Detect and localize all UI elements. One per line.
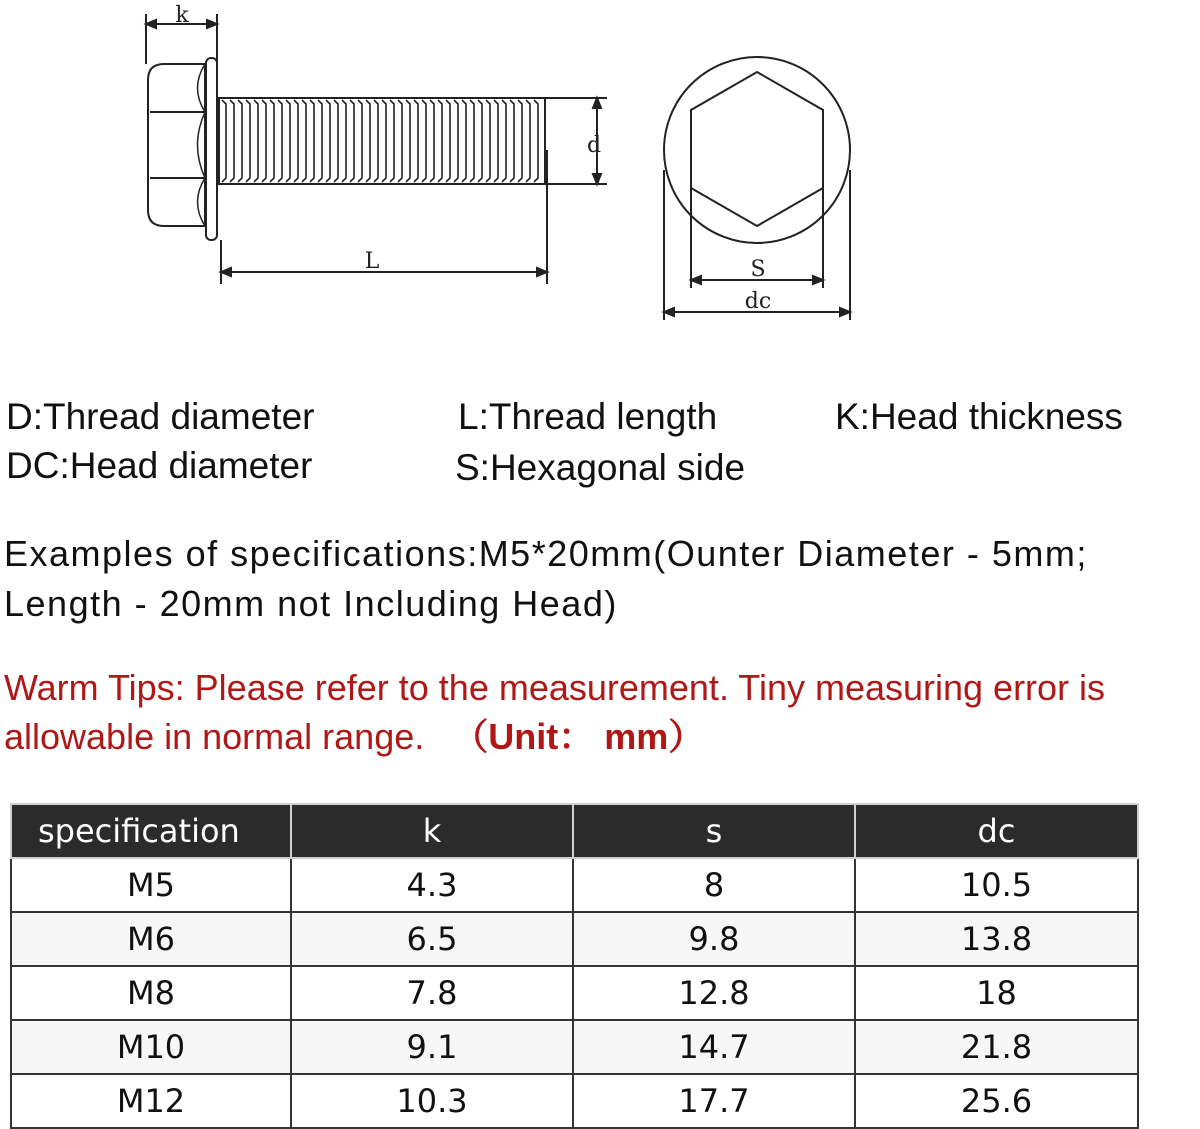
spec-example-line-1: Examples of specifications:M5*20mm(Ounter Diameter - 5mm; bbox=[4, 533, 1088, 574]
table-cell-s: 9.8 bbox=[573, 912, 855, 966]
table-row bbox=[11, 1074, 1138, 1128]
table-cell-dc: 10.5 bbox=[855, 858, 1138, 912]
warm-tips-text: allowable in normal range. bbox=[4, 716, 425, 757]
thread-line bbox=[470, 100, 474, 182]
thread-line bbox=[222, 100, 226, 182]
table-row bbox=[11, 912, 1138, 966]
bolt-dimension-drawing bbox=[0, 0, 1200, 350]
table-cell-k: 9.1 bbox=[291, 1020, 573, 1074]
table-cell-specification: M5 bbox=[11, 858, 291, 912]
dimension-label-k: k bbox=[175, 3, 189, 28]
legend-head-thickness: K:Head thickness bbox=[835, 396, 1123, 437]
thread-line bbox=[446, 100, 450, 182]
thread-line bbox=[438, 100, 442, 182]
thread-line bbox=[454, 100, 458, 182]
header-s: s bbox=[573, 804, 855, 858]
thread-line bbox=[430, 100, 434, 182]
thread-line bbox=[294, 100, 298, 182]
thread-line bbox=[422, 100, 426, 182]
warm-tips-line-1: Warm Tips: Please refer to the measurement. Tiny measuring error is bbox=[4, 667, 1106, 708]
table-row bbox=[11, 966, 1138, 1020]
header-dc: dc bbox=[855, 804, 1138, 858]
thread-line bbox=[518, 100, 522, 182]
unit-note: （Unit： mm） bbox=[452, 716, 705, 757]
thread-line bbox=[318, 100, 322, 182]
header-k: k bbox=[291, 804, 573, 858]
thread-line bbox=[382, 100, 386, 182]
legend-thread-diameter: D:Thread diameter bbox=[6, 396, 315, 437]
thread-line bbox=[494, 100, 498, 182]
table-cell-dc: 13.8 bbox=[855, 912, 1138, 966]
table-row bbox=[11, 858, 1138, 912]
thread-line bbox=[406, 100, 410, 182]
header-specification: specification bbox=[11, 804, 291, 858]
table-header-row bbox=[11, 804, 1138, 858]
table-cell-k: 10.3 bbox=[291, 1074, 573, 1128]
thread-line bbox=[358, 100, 362, 182]
thread-line bbox=[366, 100, 370, 182]
thread-line bbox=[278, 100, 282, 182]
dimension-label-dc: dc bbox=[744, 289, 772, 314]
legend-thread-length: L:Thread length bbox=[458, 396, 718, 437]
thread-line bbox=[270, 100, 274, 182]
table-cell-dc: 18 bbox=[855, 966, 1138, 1020]
thread-line bbox=[254, 100, 258, 182]
thread-line bbox=[238, 100, 242, 182]
table-cell-specification: M8 bbox=[11, 966, 291, 1020]
thread-line bbox=[398, 100, 402, 182]
thread-line bbox=[390, 100, 394, 182]
table-cell-k: 4.3 bbox=[291, 858, 573, 912]
table-cell-dc: 25.6 bbox=[855, 1074, 1138, 1128]
thread-line bbox=[502, 100, 506, 182]
table-cell-specification: M10 bbox=[11, 1020, 291, 1074]
table-cell-specification: M6 bbox=[11, 912, 291, 966]
spec-table bbox=[10, 803, 1139, 1129]
thread-line bbox=[262, 100, 266, 182]
dimension-label-s: S bbox=[750, 257, 766, 282]
table-cell-k: 7.8 bbox=[291, 966, 573, 1020]
thread-line bbox=[462, 100, 466, 182]
thread-line bbox=[350, 100, 354, 182]
thread-line bbox=[302, 100, 306, 182]
thread-line bbox=[526, 100, 530, 182]
thread-line bbox=[486, 100, 490, 182]
legend-head-diameter: DC:Head diameter bbox=[6, 445, 313, 486]
table-cell-k: 6.5 bbox=[291, 912, 573, 966]
thread-line bbox=[534, 100, 538, 182]
dimension-label-d: d bbox=[586, 133, 602, 158]
thread-line bbox=[510, 100, 514, 182]
dimension-label-l: L bbox=[364, 249, 380, 274]
table-cell-specification: M12 bbox=[11, 1074, 291, 1128]
thread-line bbox=[374, 100, 378, 182]
thread-line bbox=[326, 100, 330, 182]
thread-line bbox=[246, 100, 250, 182]
thread-line bbox=[334, 100, 338, 182]
table-cell-s: 17.7 bbox=[573, 1074, 855, 1128]
table-cell-s: 14.7 bbox=[573, 1020, 855, 1074]
thread-line bbox=[230, 100, 234, 182]
table-row bbox=[11, 1020, 1138, 1074]
table-cell-dc: 21.8 bbox=[855, 1020, 1138, 1074]
warm-tips-line-2 bbox=[4, 716, 705, 757]
bolt-side-view bbox=[146, 14, 607, 284]
table-cell-s: 8 bbox=[573, 858, 855, 912]
thread-line bbox=[342, 100, 346, 182]
thread-line bbox=[286, 100, 290, 182]
table-cell-s: 12.8 bbox=[573, 966, 855, 1020]
thread-line bbox=[310, 100, 314, 182]
thread-line bbox=[478, 100, 482, 182]
thread-line bbox=[414, 100, 418, 182]
spec-example-line-2: Length - 20mm not Including Head) bbox=[4, 583, 618, 624]
legend-hexagonal-side: S:Hexagonal side bbox=[455, 447, 746, 488]
